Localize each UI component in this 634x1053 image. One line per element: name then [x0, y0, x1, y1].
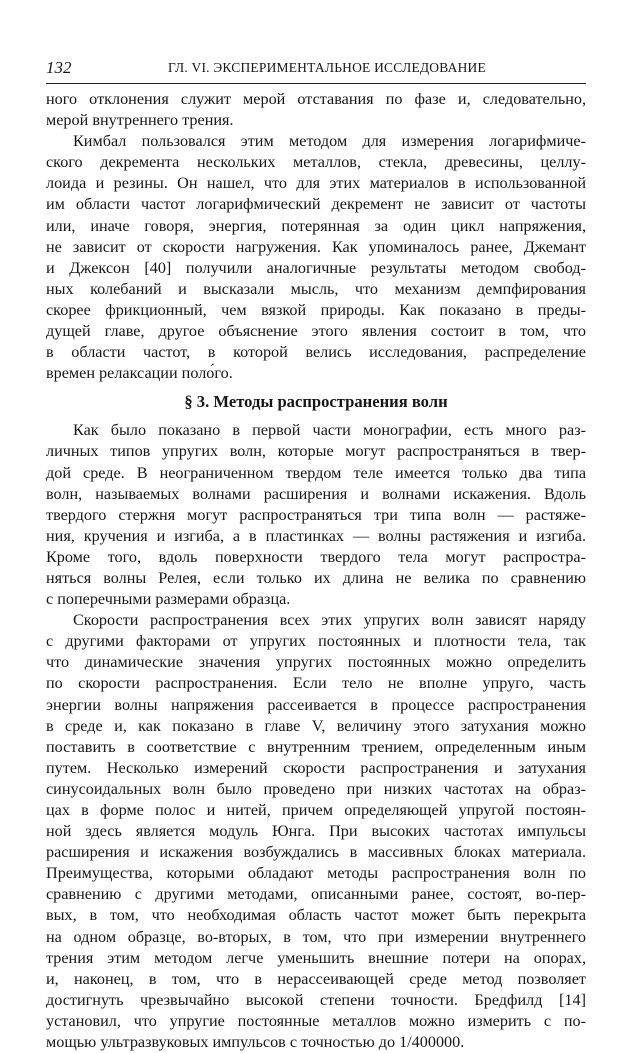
- text-line: мощью ультразвуковых импульсов с точностью до 1/400000.: [46, 1033, 465, 1052]
- text-line: что динамические значения упругих постоянных можно определить: [46, 653, 586, 672]
- running-head: ГЛ. VI. ЭКСПЕРИМЕНТАЛЬНОЕ ИССЛЕДОВАНИЕ: [168, 60, 486, 75]
- text-line: с другими факторами от упругих постоянных и плотности тела, так: [46, 632, 586, 651]
- page-number: 132: [46, 58, 72, 77]
- text-line: дой среде. В неограниченном твердом теле имеется только два типа: [46, 463, 586, 482]
- text-line: вых, в том, что необходимая область частот может быть перекрыта: [46, 906, 586, 925]
- page-body: [46, 89, 586, 1053]
- text-line: синусоидальных волн было проведено при низких частотах на образ-: [46, 779, 586, 798]
- text-line: и, наконец, в том, что в нерассеивающей среде метод позволяет: [46, 969, 586, 988]
- text-line: волн, называемых волнами расширения и волнами искажения. Вдоль: [46, 484, 586, 503]
- text-line: твердого стержня могут распространяться три типа волн — растяже-: [46, 505, 586, 524]
- paragraph: [46, 610, 586, 1053]
- text-line: цах в форме полос и нитей, причем определяющей упругой постоян-: [46, 801, 586, 819]
- text-line: ной здесь является модуль Юнга. При высоких частотах импульсы: [46, 822, 586, 841]
- header-rule: [46, 83, 586, 84]
- text-line: времен релаксации поло́го.: [46, 364, 233, 383]
- text-line: Как было показано в первой части монографии, есть много раз-: [73, 421, 586, 440]
- text-line: достигнуть чрезвычайно высокой степени точности. Бредфилд [14]: [46, 990, 586, 1009]
- text-line: ского декремента нескольких металлов, стекла, древесины, целлу-: [46, 153, 586, 172]
- text-line: трения этим методом легче уменьшить внешние потери на опорах,: [46, 948, 586, 967]
- text-line: ного отклонения служит мерой отставания по фазе и, следовательно,: [46, 90, 586, 108]
- text-line: дущей главе, другое объяснение этого явления состоит в том, что: [46, 322, 586, 341]
- text-line: ния, кручения и изгиба, а в пластинках — волны растяжения и изгиба.: [46, 526, 586, 545]
- text-line: им области частот логарифмический декремент не зависит от частоты: [46, 195, 586, 214]
- text-line: Преимущества, которыми обладают методы распространения волн по: [46, 864, 586, 883]
- text-line: или, иначе говоря, энергия, потерянная за один цикл напряжения,: [46, 216, 586, 235]
- text-line: мерой внутреннего трения.: [46, 111, 234, 130]
- section-heading: § 3. Методы распространения волн: [184, 392, 448, 412]
- text-line: по скорости распространения. Если тело не вполне упруго, часть: [46, 674, 586, 693]
- paragraph: [46, 131, 586, 384]
- text-line: личных типов упругих волн, которые могут распространяться в твер-: [46, 442, 586, 461]
- text-line: в среде и, как показано в главе V, величину этого затухания можно: [46, 716, 586, 735]
- text-line: в области частот, в которой велись исследования, распределение: [46, 343, 586, 362]
- text-line: не зависит от скорости нагружения. Как упоминалось ранее, Джемант: [46, 237, 586, 256]
- text-line: ных колебаний и высказали мысль, что механизм демпфирования: [46, 279, 586, 298]
- text-line: расширения и искажения возбуждались в массивных блоках материала.: [46, 843, 586, 862]
- paragraph: [46, 420, 586, 610]
- text-line: энергии волны напряжения рассеивается в процессе распространения: [46, 695, 586, 714]
- text-line: лоида и резины. Он нашел, что для этих материалов в использованной: [46, 174, 586, 193]
- text-line: поставить в соответствие с внутренним трением, определенным иным: [46, 737, 586, 756]
- text-line: скорее фрикционный, чем вязкой природы. Как показано в преды-: [46, 300, 586, 319]
- text-line: установил, что упругие постоянные металлов можно измерить с по-: [46, 1011, 586, 1030]
- page-header: [46, 58, 586, 80]
- text-line: няться волны Релея, если только их длина не велика по сравнению: [46, 568, 586, 587]
- text-line: и Джексон [40] получили аналогичные результаты методом свобод-: [46, 258, 586, 277]
- text-line: с поперечными размерами образца.: [46, 590, 291, 609]
- text-line: на одном образце, во-вторых, в том, что при измерении внутреннего: [46, 927, 586, 946]
- text-line: Скорости распространения всех этих упругих волн зависят наряду: [73, 611, 586, 630]
- text-line: сравнению с другими методами, описанными ранее, состоят, во-пер-: [46, 885, 586, 904]
- paragraph: [46, 89, 586, 131]
- text-line: Кимбал пользовался этим методом для измерения логарифмиче-: [73, 132, 586, 151]
- text-line: путем. Несколько измерений скорости распространения и затухания: [46, 758, 586, 777]
- text-line: Кроме того, вдоль поверхности твердого тела могут распростра-: [46, 547, 586, 566]
